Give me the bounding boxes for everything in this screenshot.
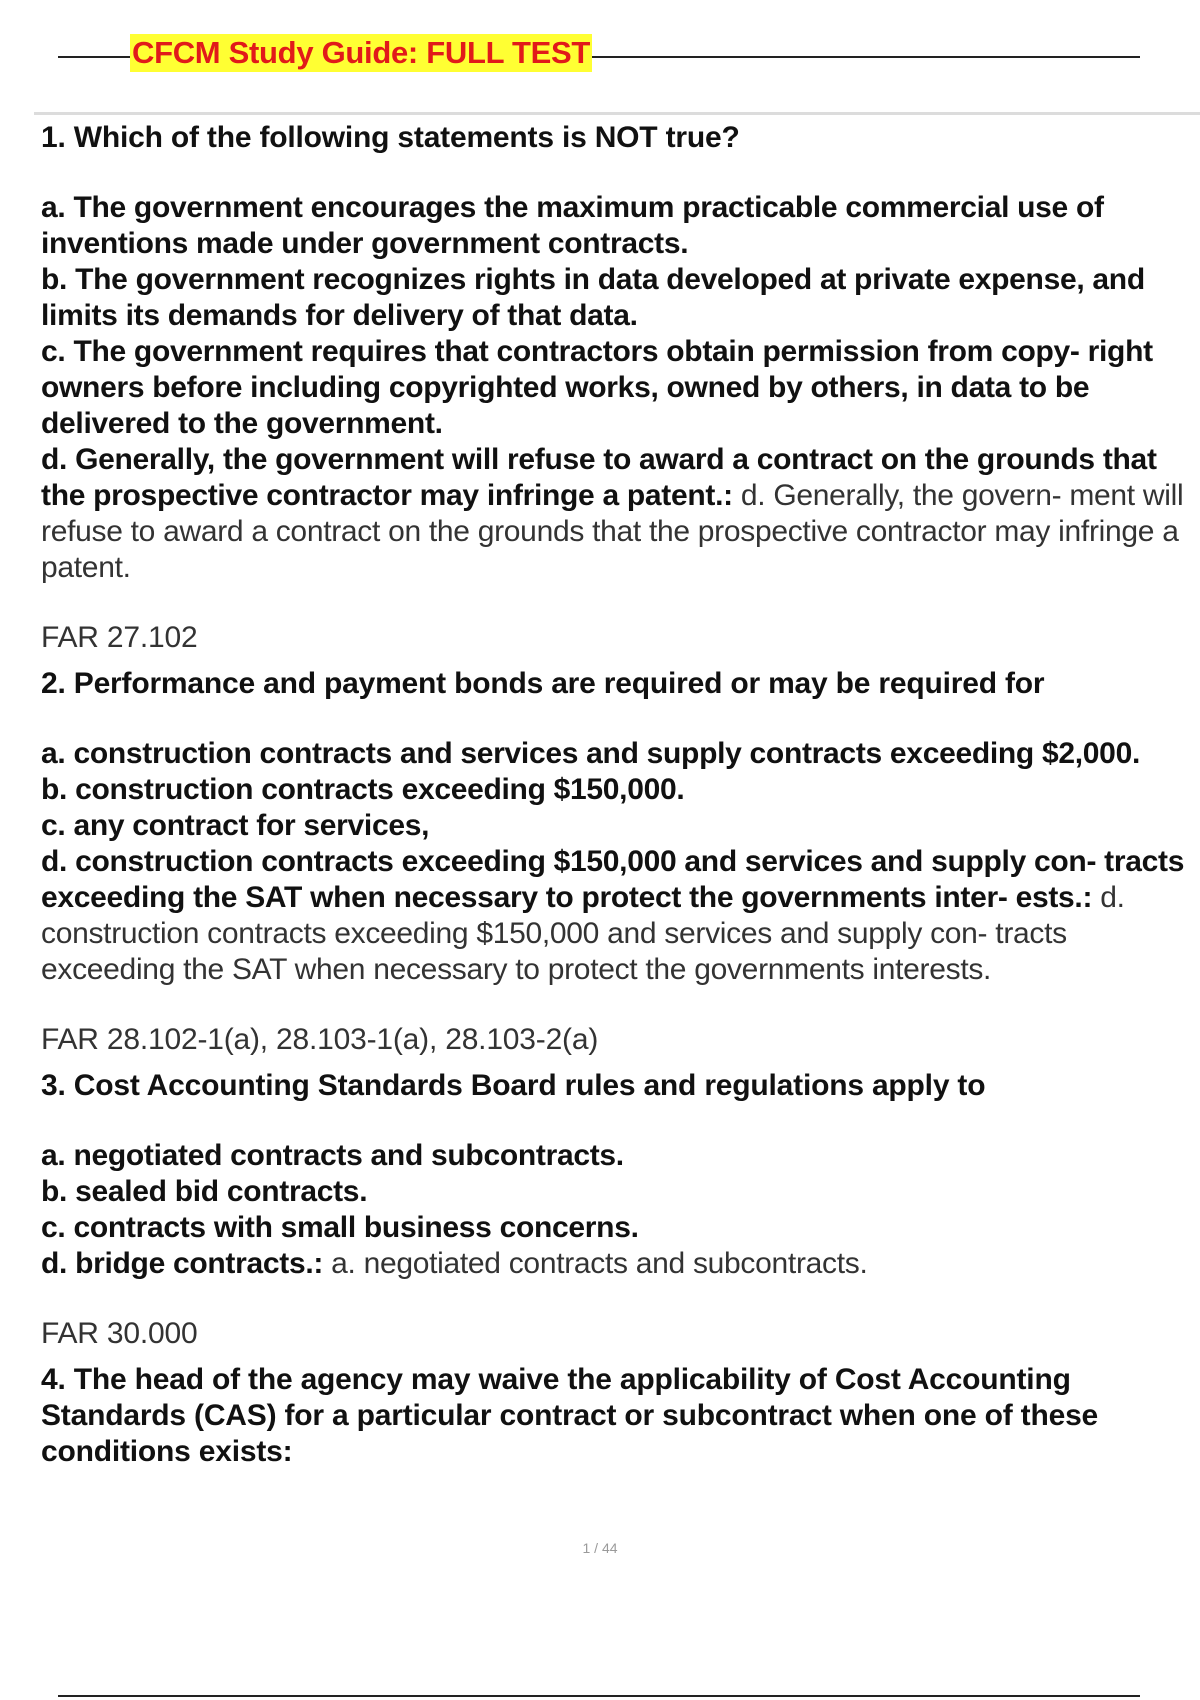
document-content [41,120,1196,1470]
far-reference: FAR 27.102 [41,621,198,654]
footer-line [58,1695,1140,1697]
far-reference: FAR 28.102-1(a), 28.103-1(a), 28.103-2(a) [41,1023,599,1056]
document-title: CFCM Study Guide: FULL TEST [132,35,591,70]
question-4 [41,1362,1196,1470]
option-a: a. The government encourages the maximum practicable commercial use of inventions made under government contracts. [41,191,1104,260]
option-a: a. negotiated contracts and subcontracts. [41,1139,624,1172]
question-1 [41,120,1196,656]
option-d: d. construction contracts exceeding $150,000 and services and supply con- tracts exceeding the SAT when necessary to protect the governments inter- ests.: [41,845,1185,914]
document-header [58,30,1140,74]
option-a: a. construction contracts and services and supply contracts exceeding $2,000. [41,737,1140,770]
answer-text: a. negotiated contracts and subcontracts. [323,1247,868,1280]
question-title: 4. The head of the agency may waive the applicability of Cost Accounting Standards (CAS) for a particular contract or subcontract when one of these conditions exists: [41,1363,1099,1468]
option-b: b. The government recognizes rights in data developed at private expense, and limits its demands for delivery of that data. [41,263,1145,332]
page-number: 1 / 44 [582,1540,618,1556]
question-2 [41,666,1196,1058]
question-title: 3. Cost Accounting Standards Board rules and regulations apply to [41,1069,986,1102]
question-title: 1. Which of the following statements is NOT true? [41,121,740,154]
option-c: c. The government requires that contractors obtain permission from copy- right owners before including copyrighted works, owned by others, in data to be delivered to the government. [41,335,1153,440]
option-d: d. bridge contracts.: [41,1247,324,1280]
header-divider [34,112,1200,115]
question-title: 2. Performance and payment bonds are required or may be required for [41,667,1045,700]
far-reference: FAR 30.000 [41,1317,198,1350]
answer-text: d. Generally, the govern- ment will refuse to award a contract on the grounds that the prospective contractor may infringe a patent. [41,479,1184,584]
option-c: c. contracts with small business concerns. [41,1211,639,1244]
answer-text: d. construction contracts exceeding $150,000 and services and supply con- tracts exceeding the SAT when necessary to protect the governments interests. [41,881,1125,986]
question-3 [41,1068,1196,1352]
option-b: b. sealed bid contracts. [41,1175,368,1208]
option-d-with-answer [41,844,1196,988]
option-b: b. construction contracts exceeding $150,000. [41,773,685,806]
option-d-with-answer [41,1246,1196,1282]
option-d: d. Generally, the government will refuse to award a contract on the grounds that the prospective contractor may infringe a patent.: [41,443,1157,512]
option-d-with-answer [41,442,1196,586]
option-c: c. any contract for services, [41,809,430,842]
